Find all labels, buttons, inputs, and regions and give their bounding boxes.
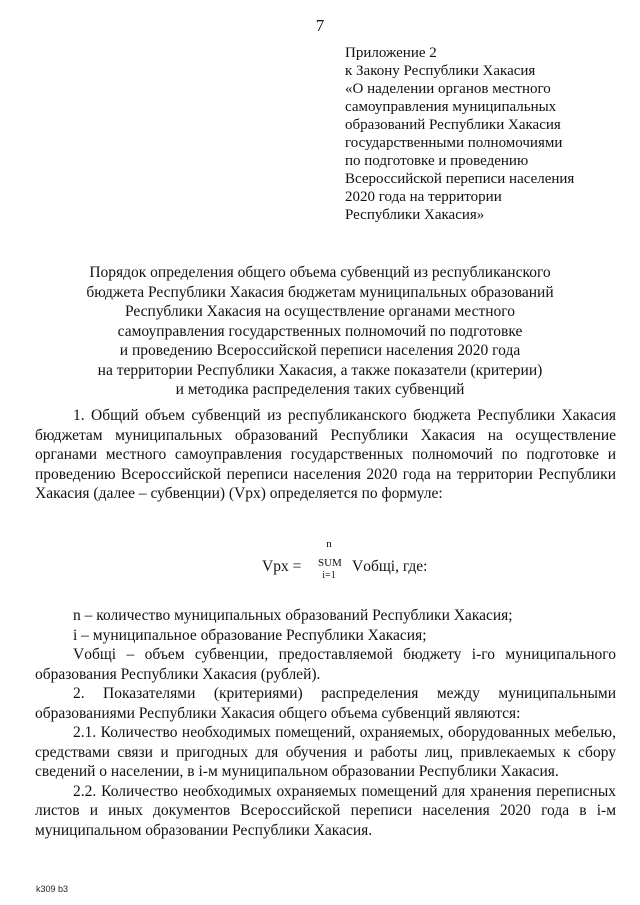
paragraph-2: 2. Показателями (критериями) распределения между муниципальными образованиями Республики Хакасия общего объема субвенций являются: xyxy=(35,685,616,722)
paragraph-2-1: 2.1. Количество необходимых помещений, охраняемых, оборудованных мебелью, средствами связи и пригодных для обучения и работы лиц, привлекаемых к сбору сведений о населении, в i-м муниципальном образовании Республики Хакасия. xyxy=(35,724,616,780)
appendix-line: «О наделении органов местного xyxy=(345,81,551,97)
page-number: 7 xyxy=(315,16,325,35)
formula xyxy=(0,538,640,586)
footer-code: k309 b3 xyxy=(36,884,69,894)
definition-n: n – количество муниципальных образований Республики Хакасия; xyxy=(73,607,513,624)
appendix-line: 2020 года на территории xyxy=(345,189,502,205)
appendix-line: к Закону Республики Хакасия xyxy=(345,63,536,79)
appendix-line: Республики Хакасия» xyxy=(345,207,485,223)
paragraph-1: 1. Общий объем субвенций из республиканского бюджета Республики Хакасия бюджетам муниципальных образований Республики Хакасия на осуществление органами местного самоуправления государственных полномочий по подготовке и проведению Всероссийской переписи населения 2020 года на территории Республики Хакасия (далее – субвенции) (Vpх) определяется по формуле: xyxy=(35,407,616,502)
appendix-line: Всероссийской переписи населения xyxy=(345,171,575,187)
appendix-line: Приложение 2 xyxy=(345,45,437,61)
formula-lhs: Vpх = xyxy=(262,558,302,575)
appendix-line: самоуправления муниципальных xyxy=(345,99,557,115)
sum-lower-limit: i=1 xyxy=(322,570,336,581)
appendix-block xyxy=(345,44,630,224)
heading-line: бюджета Республики Хакасия бюджетам муниципальных образований xyxy=(86,283,554,301)
heading-line: и методика распределения таких субвенций xyxy=(175,381,465,398)
appendix-line: образований Республики Хакасия xyxy=(345,117,561,133)
sum-upper-limit: n xyxy=(326,538,332,550)
heading-line: и проведению Всероссийской переписи населения 2020 года xyxy=(119,342,521,359)
appendix-line: государственными полномочиями xyxy=(345,135,563,151)
document-heading xyxy=(20,263,620,400)
definitions-block xyxy=(35,606,616,840)
definition-i: i – муниципальное образование Республики Хакасия; xyxy=(73,626,427,644)
heading-line: на территории Республики Хакасия, а также показатели (критерии) xyxy=(97,361,543,379)
heading-line: Порядок определения общего объема субвенций из республиканского xyxy=(89,264,551,281)
heading-line: Республики Хакасия на осуществление органами местного xyxy=(125,303,515,320)
formula-sum xyxy=(318,538,340,582)
appendix-line: по подготовке и проведению xyxy=(345,153,529,169)
sum-operator: SUM xyxy=(318,557,342,569)
paragraph-2-2: 2.2. Количество необходимых охраняемых помещений для хранения переписных листов и иных документов Всероссийской переписи населения 2020 года в i-м муниципальном образовании Республики Хакасия. xyxy=(35,782,616,839)
formula-rhs: Vобщi, где: xyxy=(352,558,428,575)
heading-line: самоуправления государственных полномочий по подготовке xyxy=(117,322,523,340)
definition-vobsh: Vобщi – объем субвенции, предоставляемой бюджету i-го муниципального образования Республики Хакасия (рублей). xyxy=(35,646,616,683)
